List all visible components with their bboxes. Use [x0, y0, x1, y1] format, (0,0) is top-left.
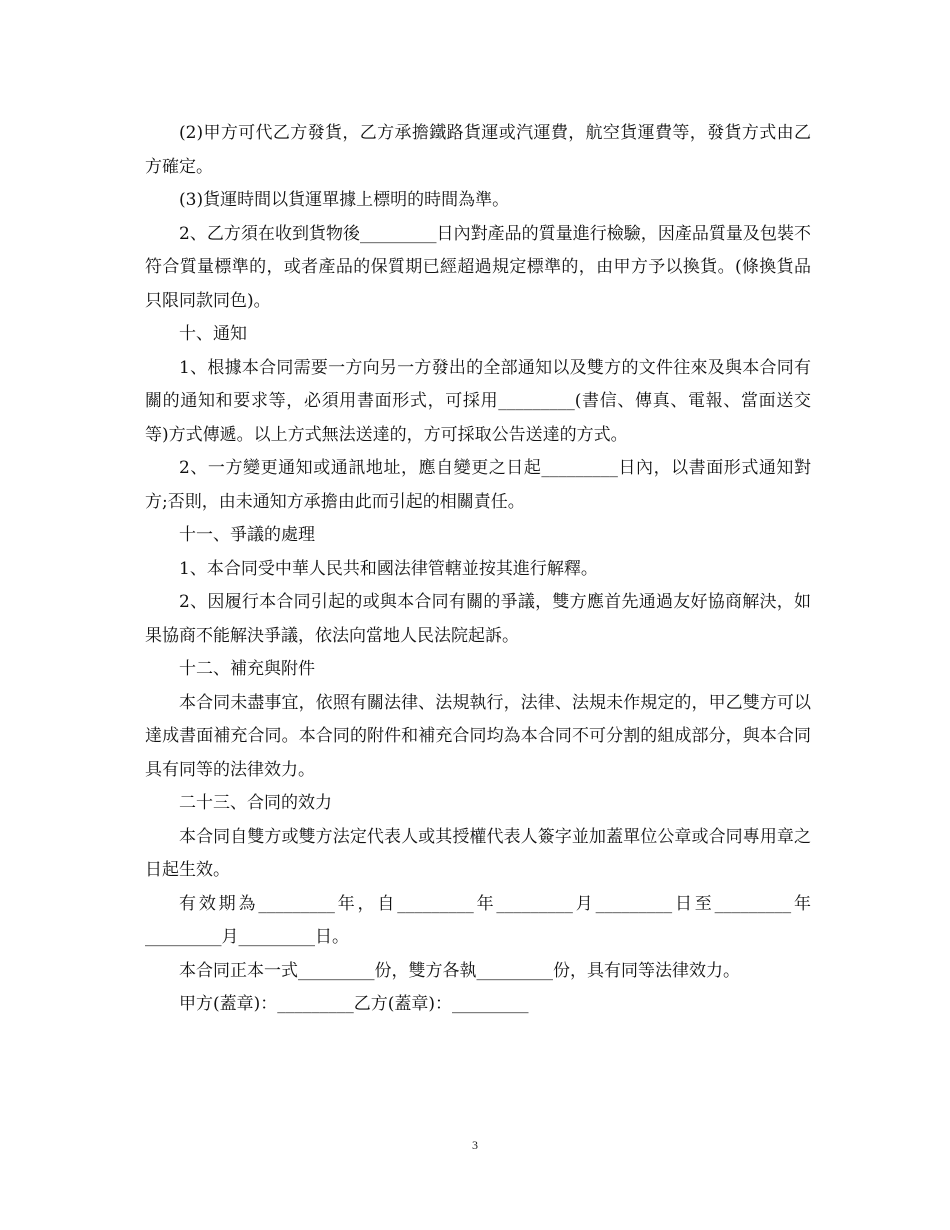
- paragraph-copies: 本合同正本一式_________份，雙方各執_________份，具有同等法律效力。: [179, 960, 740, 981]
- paragraph-address-change: 2、一方變更通知或通訊地址，應自變更之日起_________日內，以書面形式通知對方;否則，由未通知方承擔由此而引起的相關責任。: [145, 458, 811, 512]
- paragraph-supplement: 本合同未盡事宜，依照有關法律、法規執行，法律、法規未作規定的，甲乙雙方可以達成書面補充合同。本合同的附件和補充合同均為本合同不可分割的組成部分，與本合同具有同等的法律效力。: [145, 692, 811, 780]
- page-number: 3: [472, 1138, 478, 1152]
- section-heading-dispute: 十一、爭議的處理: [179, 525, 315, 545]
- section-heading-supplement: 十二、補充與附件: [179, 659, 315, 679]
- paragraph-validity-period: 有效期為_________年，自_________年_________月_________日至_________年_________月_________日。: [145, 893, 811, 947]
- paragraph-effective: 本合同自雙方或雙方法定代表人或其授權代表人簽字並加蓋單位公章或合同專用章之日起生效。: [145, 826, 811, 880]
- document-body: [145, 117, 811, 1022]
- paragraph-shipping-method: (2)甲方可代乙方發貨，乙方承擔鐵路貨運或汽運費，航空貨運費等，發貨方式由乙方確定。: [145, 123, 811, 177]
- section-heading-notice: 十、通知: [179, 324, 247, 344]
- paragraph-shipping-time: (3)貨運時間以貨運單據上標明的時間為準。: [179, 190, 510, 210]
- paragraph-dispute-resolution: 2、因履行本合同引起的或與本合同有關的爭議，雙方應首先通過友好協商解決，如果協商不能解決爭議，依法向當地人民法院起訴。: [145, 592, 811, 646]
- paragraph-notice-form: 1、根據本合同需要一方向另一方發出的全部通知以及雙方的文件往來及與本合同有關的通知和要求等，必須用書面形式，可採用_________(書信、傳真、電報、當面送交等)方式傳遞。以上方式無法送達的，方可採取公告送達的方式。: [145, 357, 811, 445]
- paragraph-governing-law: 1、本合同受中華人民共和國法律管轄並按其進行解釋。: [179, 558, 598, 579]
- paragraph-signatures: 甲方(蓋章)：_________乙方(蓋章)：_________: [179, 994, 529, 1014]
- paragraph-quality-inspection: 2、乙方須在收到貨物後_________日內對產品的質量進行檢驗，因產品質量及包裝不符合質量標準的，或者產品的保質期已經超過規定標準的，由甲方予以換貨。(條換貨品只限同款同色)。: [145, 223, 811, 311]
- section-heading-validity: 二十三、合同的效力: [179, 793, 332, 813]
